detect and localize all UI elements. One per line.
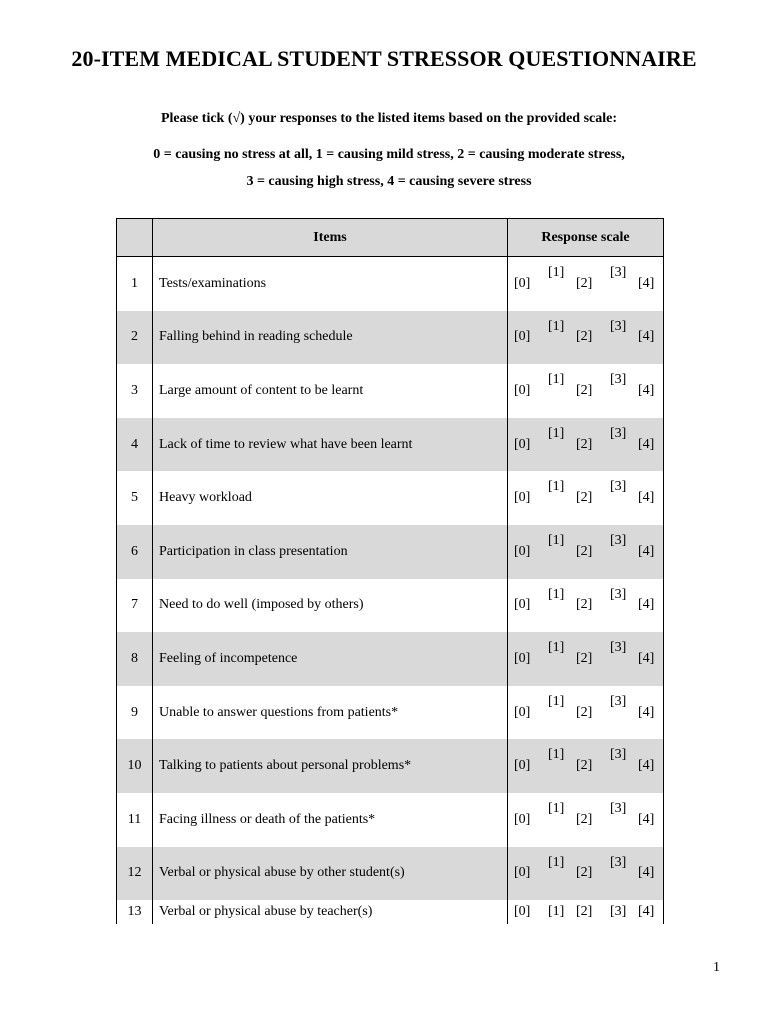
response-option-2[interactable]: [2] [576,329,593,345]
response-option-2[interactable]: [2] [576,758,593,774]
response-options [508,847,663,901]
response-option-0[interactable]: [0] [514,758,531,774]
response-option-2[interactable]: [2] [576,811,593,827]
response-option-4[interactable]: [4] [638,811,655,827]
response-option-2[interactable]: [2] [576,490,593,506]
response-option-3[interactable]: [3] [610,586,627,602]
response-option-1[interactable]: [1] [548,693,565,709]
item-number: 8 [117,632,153,686]
response-option-2[interactable]: [2] [576,865,593,881]
response-option-3[interactable]: [3] [610,747,627,763]
response-option-3[interactable]: [3] [610,800,627,816]
item-number: 4 [117,418,153,472]
response-option-0[interactable]: [0] [514,904,531,920]
instruction-text: Please tick (√) your responses to the listed items based on the provided scale: [160,111,618,126]
response-options [508,364,663,418]
response-option-3[interactable]: [3] [610,265,627,280]
response-option-2[interactable]: [2] [576,543,593,559]
response-options [508,579,663,633]
response-option-2[interactable]: [2] [576,382,593,398]
table-row [117,847,663,901]
response-options [508,686,663,740]
table-row [117,686,663,740]
table-header-row [117,219,663,257]
response-options [508,311,663,365]
item-text: Heavy workload [153,471,508,525]
response-option-3[interactable]: [3] [610,854,627,870]
document-title: 20-ITEM MEDICAL STUDENT STRESSOR QUESTIONNAIRE [71,46,697,71]
response-options [508,418,663,472]
response-option-2[interactable]: [2] [576,904,593,920]
response-option-1[interactable]: [1] [548,640,565,656]
response-option-4[interactable]: [4] [638,904,655,920]
response-option-1[interactable]: [1] [548,854,565,870]
response-option-2[interactable]: [2] [576,704,593,720]
item-text: Facing illness or death of the patients* [153,793,508,847]
response-option-3[interactable]: [3] [610,425,627,441]
table-row [117,311,663,365]
response-option-4[interactable]: [4] [638,436,655,452]
response-option-2[interactable]: [2] [576,650,593,666]
response-option-4[interactable]: [4] [638,758,655,774]
response-options [508,739,663,793]
item-number: 13 [117,900,153,924]
item-text: Need to do well (imposed by others) [153,579,508,633]
item-number: 10 [117,739,153,793]
response-option-1[interactable]: [1] [548,532,565,548]
response-option-0[interactable]: [0] [514,543,531,559]
item-number: 3 [117,364,153,418]
questionnaire-table [116,218,664,924]
response-option-1[interactable]: [1] [548,265,565,280]
table-row [117,364,663,418]
table-row [117,739,663,793]
response-option-3[interactable]: [3] [610,372,627,388]
page-number: 1 [713,960,720,975]
item-text: Talking to patients about personal problems* [153,739,508,793]
response-option-2[interactable]: [2] [576,275,593,291]
response-option-1[interactable]: [1] [548,800,565,816]
response-options [508,900,663,924]
item-text: Falling behind in reading schedule [153,311,508,365]
response-option-0[interactable]: [0] [514,275,531,291]
header-items: Items [153,219,508,256]
header-number [117,219,153,256]
response-option-4[interactable]: [4] [638,275,655,291]
table-row [117,900,663,924]
item-text: Lack of time to review what have been learnt [153,418,508,472]
item-text: Tests/examinations [153,257,508,311]
response-option-3[interactable]: [3] [610,693,627,709]
table-row [117,632,663,686]
response-option-4[interactable]: [4] [638,704,655,720]
response-option-0[interactable]: [0] [514,650,531,666]
response-options [508,257,663,311]
response-option-0[interactable]: [0] [514,329,531,345]
response-option-4[interactable]: [4] [638,490,655,506]
response-option-4[interactable]: [4] [638,650,655,666]
table-body [117,257,663,924]
response-option-4[interactable]: [4] [638,543,655,559]
response-option-1[interactable]: [1] [548,904,565,920]
item-text: Participation in class presentation [153,525,508,579]
table-row [117,471,663,525]
response-option-1[interactable]: [1] [548,586,565,602]
response-options [508,471,663,525]
response-option-0[interactable]: [0] [514,704,531,720]
response-options [508,632,663,686]
item-number: 6 [117,525,153,579]
table-row [117,793,663,847]
response-option-3[interactable]: [3] [610,640,627,656]
item-text: Verbal or physical abuse by other student(s) [153,847,508,901]
item-number: 7 [117,579,153,633]
response-options [508,793,663,847]
response-option-0[interactable]: [0] [514,490,531,506]
item-text: Large amount of content to be learnt [153,364,508,418]
table-row [117,418,663,472]
item-number: 5 [117,471,153,525]
response-option-3[interactable]: [3] [610,318,627,334]
response-option-4[interactable]: [4] [638,597,655,613]
response-option-2[interactable]: [2] [576,597,593,613]
item-text: Feeling of incompetence [153,632,508,686]
response-option-4[interactable]: [4] [638,865,655,881]
response-option-0[interactable]: [0] [514,597,531,613]
response-option-4[interactable]: [4] [638,382,655,398]
scale-legend-line-1: 0 = causing no stress at all, 1 = causing mild stress, 2 = causing moderate stress, [153,147,625,162]
table-row [117,579,663,633]
item-number: 9 [117,686,153,740]
response-option-1[interactable]: [1] [548,372,565,388]
response-option-1[interactable]: [1] [548,318,565,334]
response-option-0[interactable]: [0] [514,436,531,452]
response-option-3[interactable]: [3] [610,479,627,495]
response-option-3[interactable]: [3] [610,532,627,548]
table-row [117,525,663,579]
response-option-1[interactable]: [1] [548,747,565,763]
response-option-3[interactable]: [3] [610,904,627,920]
item-number: 2 [117,311,153,365]
item-text: Verbal or physical abuse by teacher(s) [153,900,508,924]
response-options [508,525,663,579]
response-option-2[interactable]: [2] [576,436,593,452]
response-option-0[interactable]: [0] [514,811,531,827]
response-option-0[interactable]: [0] [514,382,531,398]
response-option-1[interactable]: [1] [548,425,565,441]
table-row [117,257,663,311]
item-number: 11 [117,793,153,847]
response-option-1[interactable]: [1] [548,479,565,495]
response-option-0[interactable]: [0] [514,865,531,881]
item-text: Unable to answer questions from patients* [153,686,508,740]
scale-legend-line-2: 3 = causing high stress, 4 = causing severe stress [246,174,532,189]
item-number: 1 [117,257,153,311]
header-response-scale: Response scale [541,229,630,245]
item-number: 12 [117,847,153,901]
response-option-4[interactable]: [4] [638,329,655,345]
